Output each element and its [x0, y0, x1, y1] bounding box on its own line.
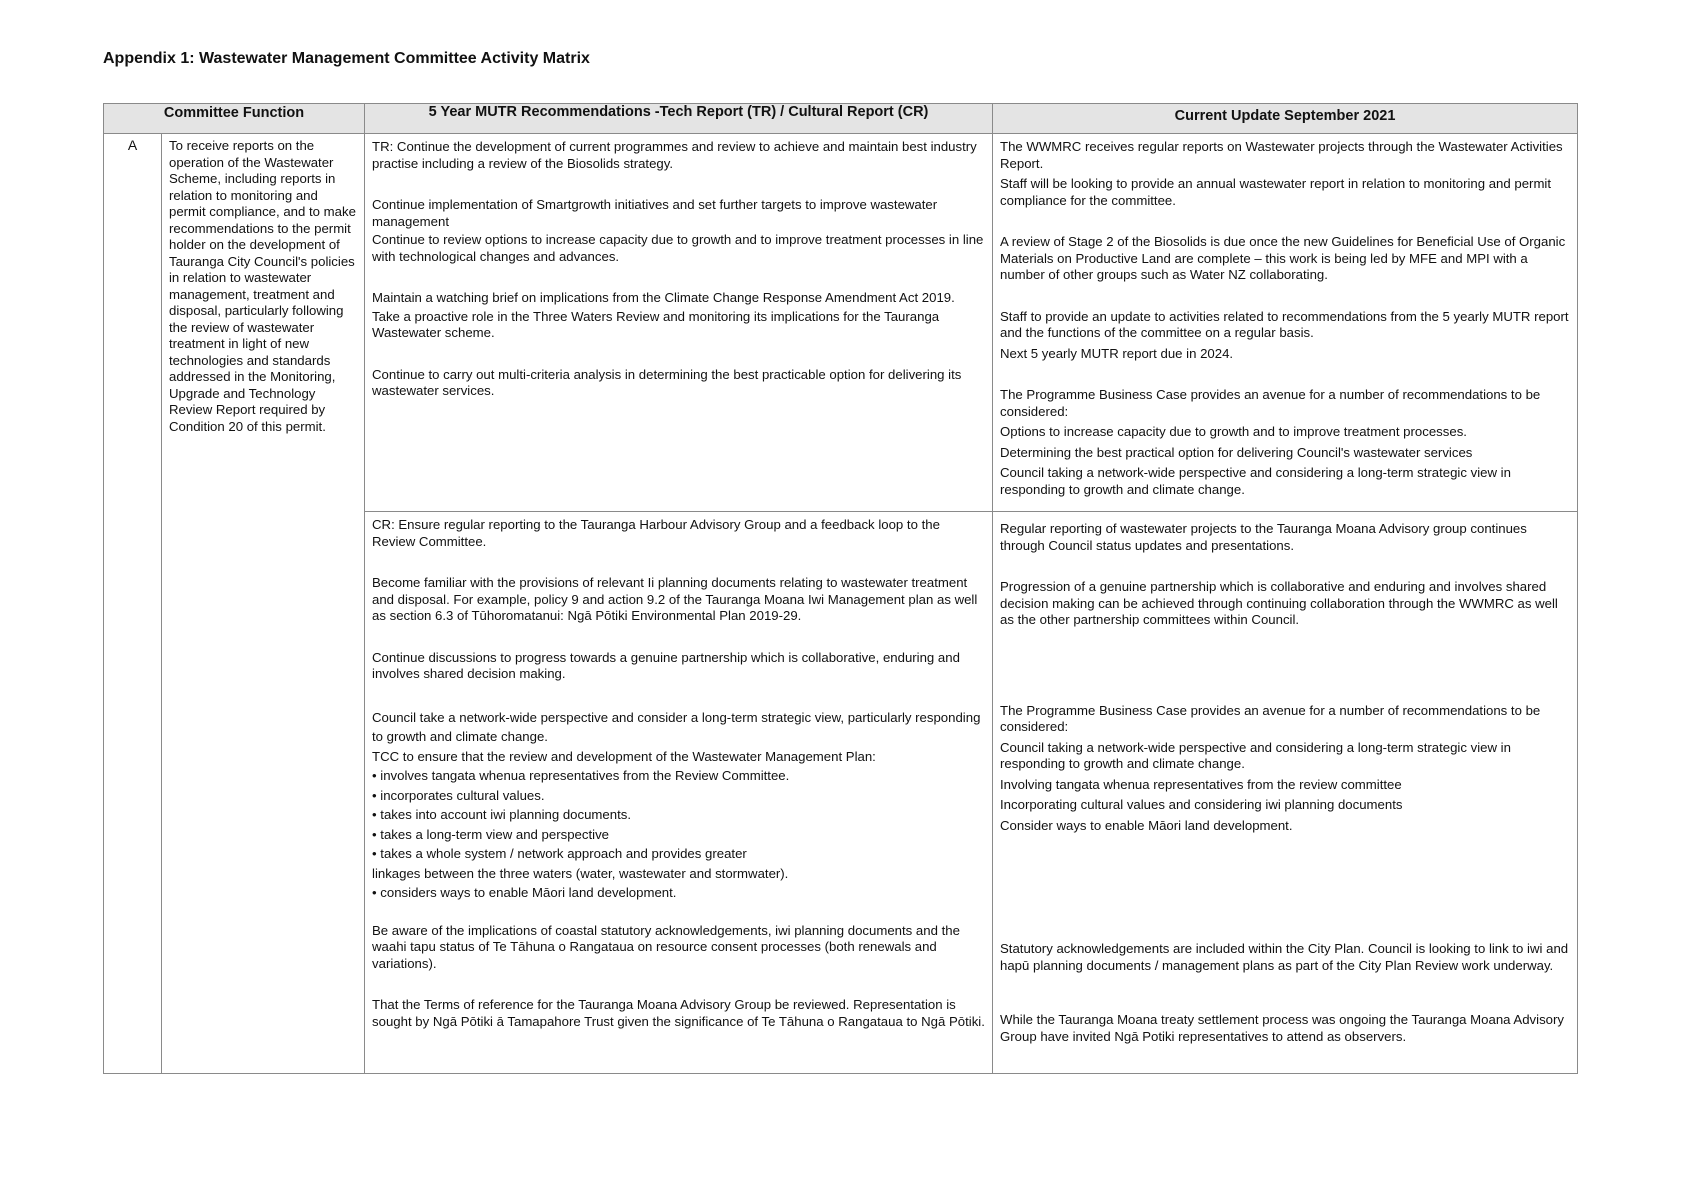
tr-update-cell [993, 134, 1578, 512]
row-letter: A [104, 134, 162, 1074]
header-current-update: Current Update September 2021 [993, 104, 1578, 134]
cr-update-cell [993, 512, 1578, 1074]
tr-upd-next-mutr: Next 5 yearly MUTR report due in 2024. [1000, 345, 1234, 361]
list-item: • considers ways to enable Māori land development. [372, 885, 677, 900]
cr-rec-reporting: CR: Ensure regular reporting to the Tauranga Harbour Advisory Group and a feedback loop to the Review Committee. [372, 517, 940, 549]
tr-upd-best-option: Determining the best practical option for delivering Council's wastewater services [1000, 444, 1473, 460]
cr-rec-partnership: Continue discussions to progress towards a genuine partnership which is collaborative, enduring and involves shared decision making. [372, 649, 960, 681]
tr-upd-activities-report: The WWMRC receives regular reports on Wastewater projects through the Wastewater Activities Report. [1000, 139, 1563, 171]
tr-upd-capacity: Options to increase capacity due to growth and to improve treatment processes. [1000, 424, 1467, 439]
tr-rec-smartgrowth: Continue implementation of Smartgrowth initiatives and set further targets to improve wastewater management [372, 197, 938, 229]
table-row-tr [104, 134, 1578, 512]
cr-upd-tangata-whenua: Involving tangata whenua representatives from the review committee [1000, 776, 1402, 792]
list-item: • incorporates cultural values. [372, 787, 545, 803]
cr-upd-treaty-settlement: While the Tauranga Moana treaty settlement process was ongoing the Tauranga Moana Advisory Group have invited Ngā Potiki representatives to attend as observers. [1000, 1012, 1564, 1044]
tr-upd-annual-report: Staff will be looking to provide an annual wastewater report in relation to monitoring and permit compliance for the committee. [1000, 176, 1552, 208]
tr-upd-business-case: The Programme Business Case provides an avenue for a number of recommendations to be considered: [1000, 387, 1541, 419]
cr-upd-partnership: Progression of a genuine partnership which is collaborative and enduring and involves shared decision making can be achieved through continuing collaboration through the WWMRC as well as the other partnership committees within Council. [1000, 579, 1558, 627]
tr-upd-biosolids-review: A review of Stage 2 of the Biosolids is due once the new Guidelines for Beneficial Use of Organic Materials on Productive Land are complete – this work is being led by MFE and MPI with a number of other groups such as Water NZ collaborating. [1000, 234, 1566, 282]
cr-rec-wmp-intro: TCC to ensure that the review and development of the Wastewater Management Plan: [372, 748, 876, 764]
tr-rec-climate-change: Maintain a watching brief on implications from the Climate Change Response Amendment Act 2019. [372, 290, 955, 305]
tr-rec-capacity: Continue to review options to increase capacity due to growth and to improve treatment processes in line with technological changes and advances. [372, 232, 984, 264]
page-title: Appendix 1: Wastewater Management Committee Activity Matrix [103, 50, 590, 67]
header-row [104, 104, 1578, 134]
cr-upd-business-case: The Programme Business Case provides an avenue for a number of recommendations to be considered: [1000, 702, 1541, 734]
tr-rec-three-waters: Take a proactive role in the Three Waters Review and monitoring its implications for the Tauranga Wastewater scheme. [372, 308, 940, 340]
cr-upd-statutory: Statutory acknowledgements are included within the City Plan. Council is looking to link to iwi and hapū planning documents / management plans as part of the City Plan Review work underway. [1000, 941, 1569, 973]
cr-rec-planning-documents: Become familiar with the provisions of relevant Ii planning documents relating to wastewater treatment and disposal. For example, policy 9 and action 9.2 of the Tauranga Moana Iwi Management plan as well as section 6.3 of Tūhoromatanui: Ngā Pōtiki Environmental Plan 2019-29. [372, 575, 978, 623]
cr-upd-cultural-values: Incorporating cultural values and considering iwi planning documents [1000, 797, 1403, 812]
list-item-continuation: linkages between the three waters (water, wastewater and stormwater). [372, 865, 789, 881]
cr-rec-terms-of-reference: That the Terms of reference for the Tauranga Moana Advisory Group be reviewed. Representation is sought by Ngā Pōtiki ā Tamapahore Trust given the significance of Te Tāhuna o Rangataua to Ngā Pōtiki. [372, 997, 985, 1029]
header-recommendations: 5 Year MUTR Recommendations -Tech Report (TR) / Cultural Report (CR) [365, 104, 993, 134]
list-item: • takes a whole system / network approach and provides greater [372, 846, 747, 861]
cr-recommendations-cell [365, 512, 993, 1074]
cr-rec-network-perspective: Council take a network-wide perspective and consider a long-term strategic view, particularly responding to growth and climate change. [372, 709, 981, 744]
activity-matrix-table [103, 103, 1578, 1074]
list-item: • takes into account iwi planning documents. [372, 807, 632, 822]
header-committee-function: Committee Function [104, 104, 365, 134]
tr-rec-biosolids: TR: Continue the development of current programmes and review to achieve and maintain best industry practise including a review of the Biosolids strategy. [372, 139, 977, 171]
cr-upd-reporting: Regular reporting of wastewater projects to the Tauranga Moana Advisory group continues through Council status updates and presentations. [1000, 521, 1527, 553]
tr-upd-staff-update: Staff to provide an update to activities related to recommendations from the 5 yearly MUTR report and the functions of the committee on a regular basis. [1000, 308, 1569, 340]
list-item: • takes a long-term view and perspective [372, 826, 609, 842]
tr-rec-multi-criteria: Continue to carry out multi-criteria analysis in determining the best practicable option for delivering its wastewater services. [372, 366, 962, 398]
tr-recommendations-cell [365, 134, 993, 512]
cr-rec-statutory: Be aware of the implications of coastal statutory acknowledgements, iwi planning documents and the waahi tapu status of Te Tāhuna o Rangataua on resource consent processes (both renewals and variations). [372, 922, 960, 971]
cr-upd-network-perspective: Council taking a network-wide perspective and considering a long-term strategic view in responding to growth and climate change. [1000, 739, 1511, 771]
committee-function-text: To receive reports on the operation of the Wastewater Scheme, including reports in relation to monitoring and permit compliance, and to make recommendations to the permit holder on the development of Tauranga City Council's policies in relation to wastewater management, treatment and disposal, particularly following the review of wastewater treatment in light of new technologies and standards addressed in the Monitoring, Upgrade and Technology Review Report required by Condition 20 of this permit. [162, 134, 365, 1074]
cr-upd-maori-land: Consider ways to enable Māori land development. [1000, 817, 1293, 833]
tr-upd-network-perspective: Council taking a network-wide perspective and considering a long-term strategic view in responding to growth and climate change. [1000, 465, 1511, 497]
list-item: • involves tangata whenua representatives from the Review Committee. [372, 768, 790, 783]
